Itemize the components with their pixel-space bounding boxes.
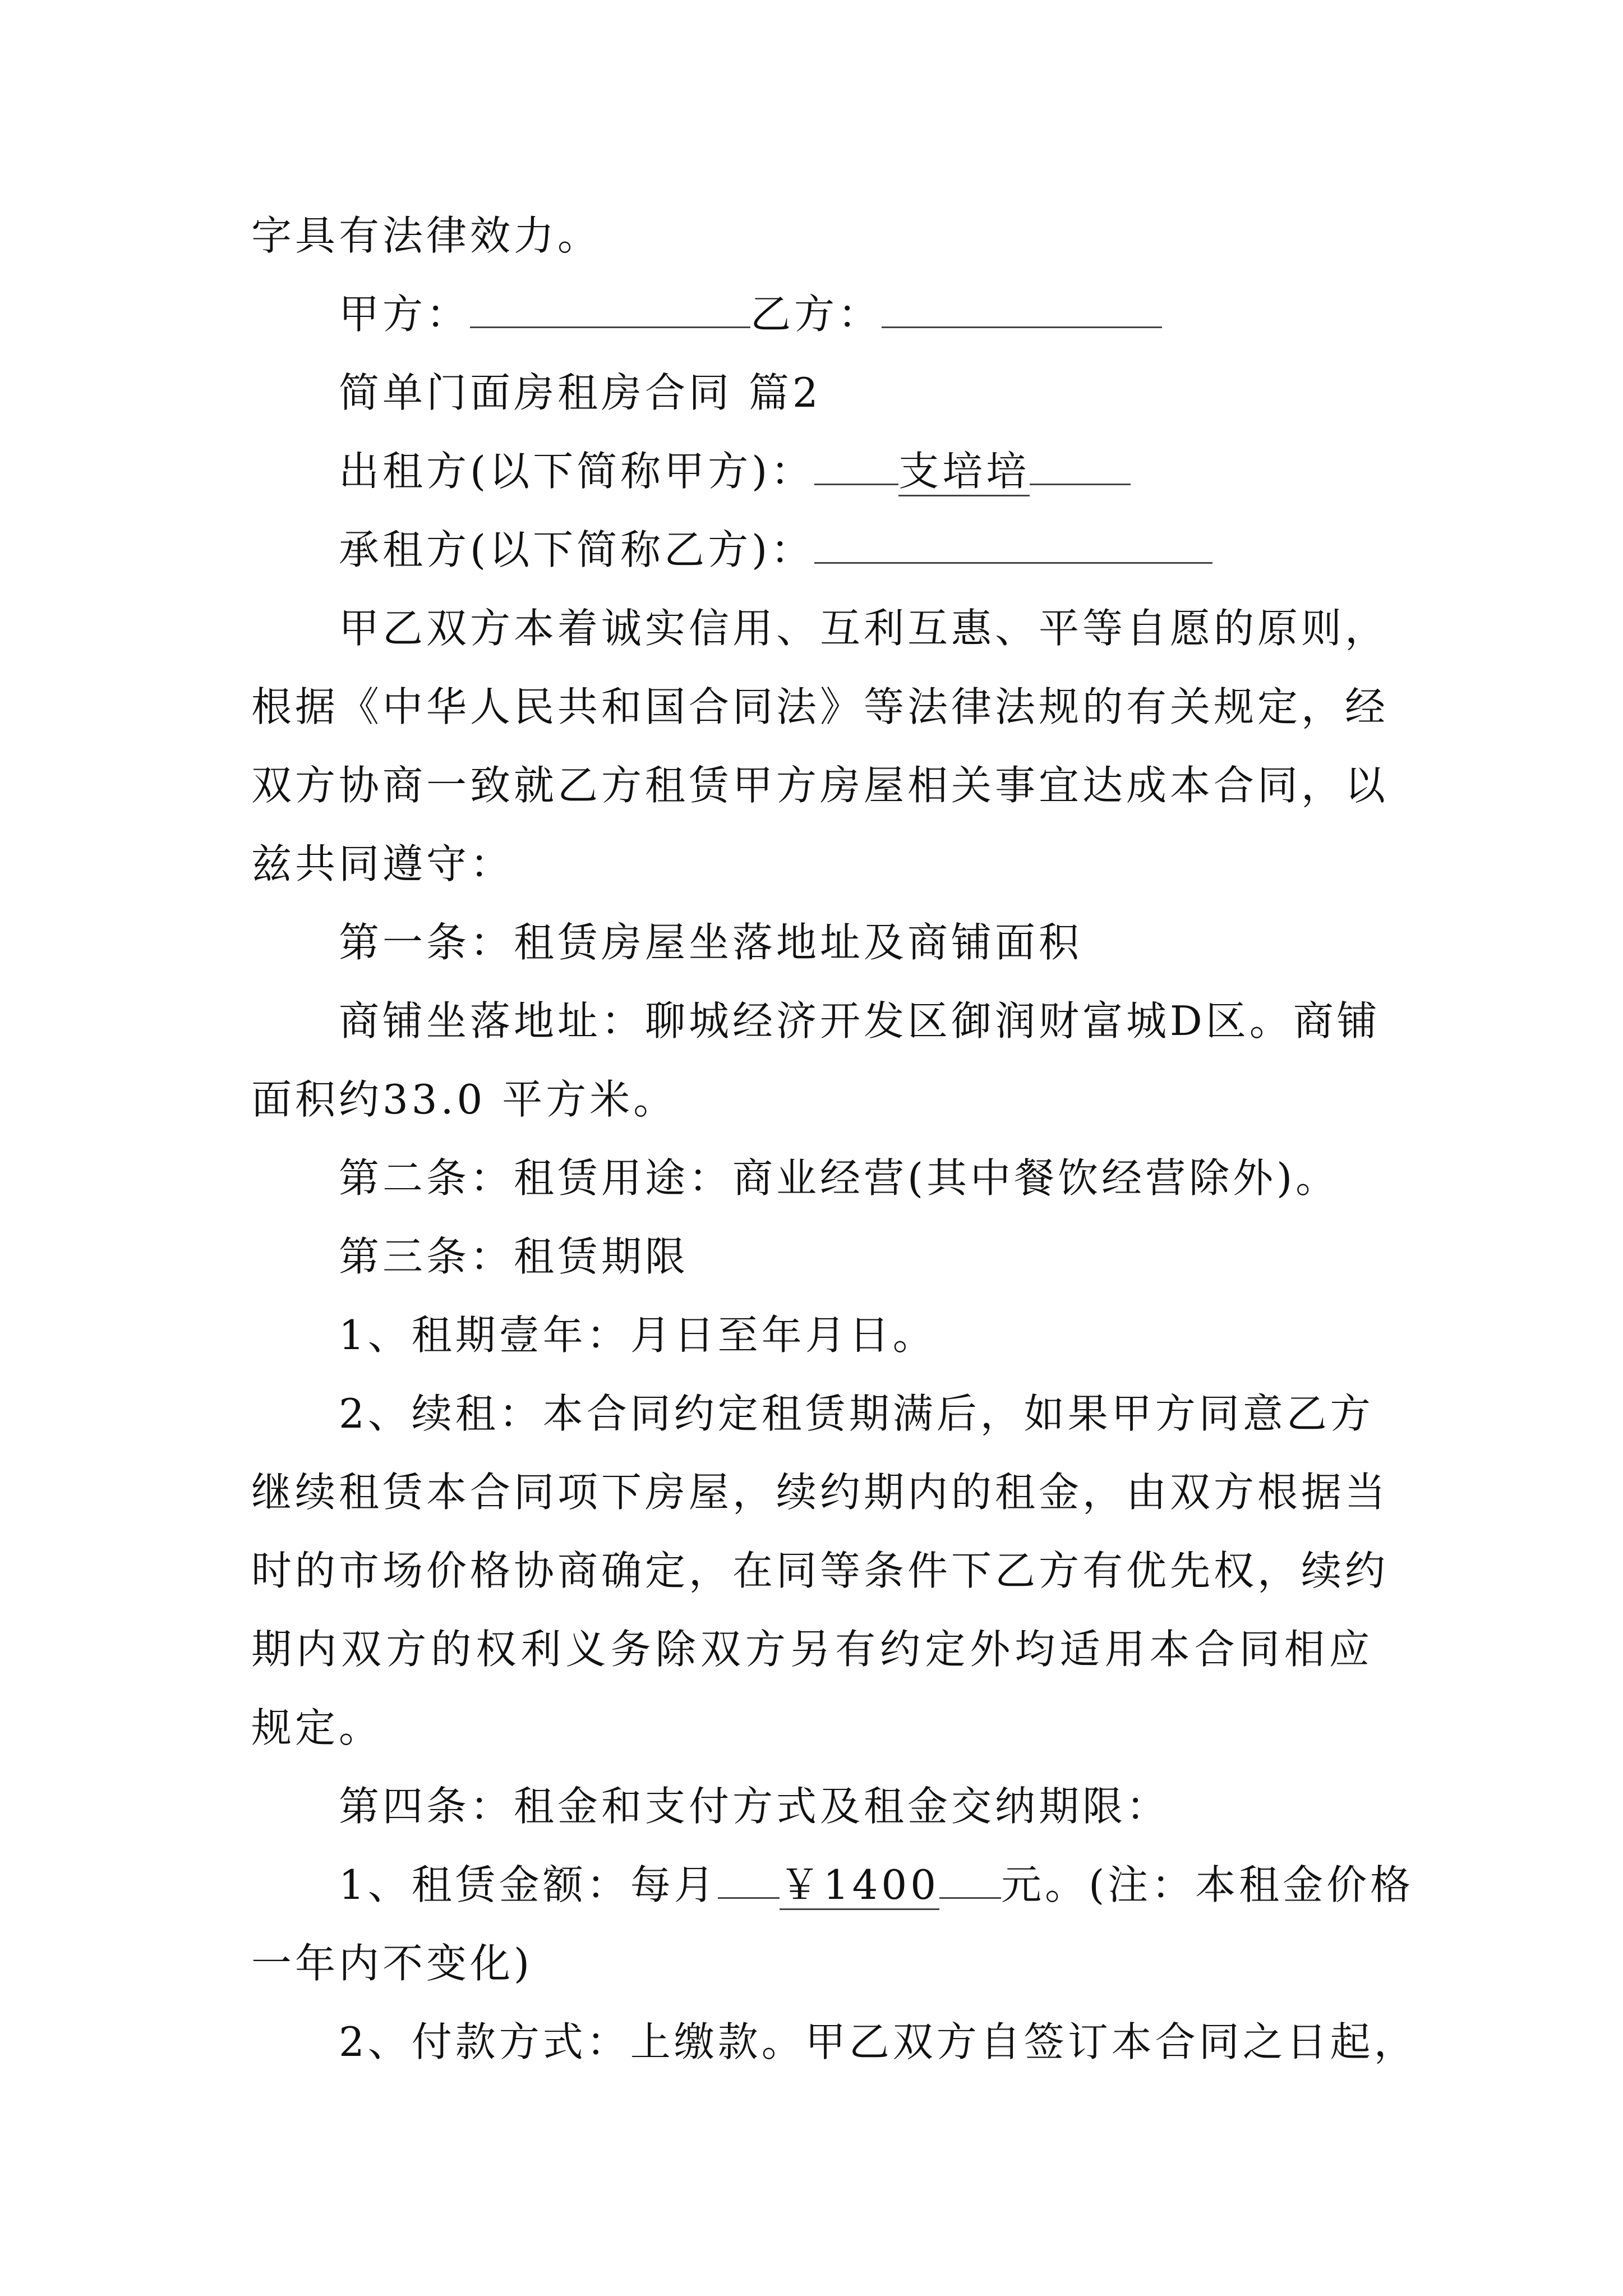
text-line: 根据《中华人民共和国合同法》等法律法规的有关规定，经 [251,683,1389,730]
article-heading: 第四条：租金和支付方式及租金交纳期限： [339,1783,1170,1830]
text-line: 面积约33.0 平方米。 [251,1076,677,1123]
rent-blank-left [718,1858,780,1899]
article-heading: 第三条：租赁期限 [339,1233,689,1280]
lessor-name: 支培培 [898,448,1030,496]
text-line: 规定。 [251,1704,383,1751]
lessee-label: 承租方(以下简称乙方)： [339,526,815,573]
text-line: 字具有法律效力。 [251,212,602,259]
party-a-label: 甲方： [339,291,471,338]
article-heading: 第一条：租赁房屋坐落地址及商铺面积 [339,919,1083,966]
lessee-line [339,522,1212,578]
text-line: 双方协商一致就乙方租赁甲方房屋相关事宜达成本合同，以 [251,762,1389,809]
text-line: 继续租赁本合同项下房屋，续约期内的租金，由双方根据当 [251,1469,1389,1516]
text-line: 1、租期壹年：月日至年月日。 [339,1312,937,1359]
text-line: 兹共同遵守： [251,840,514,887]
text-line: 商铺坐落地址：聊城经济开发区御润财富城D区。商铺 [339,997,1381,1045]
rent-amount-line [339,1857,1414,1913]
signature-line [339,286,1162,342]
lessor-blank-right [1030,444,1131,485]
rent-label: 1、租赁金额：每月 [339,1861,718,1908]
lessor-blank-left [814,444,898,485]
text-line: 甲乙双方本着诚实信用、互利互惠、平等自愿的原则， [339,605,1389,652]
party-a-signature-blank [470,287,750,328]
party-b-label: 乙方： [750,291,882,338]
text-line: 时的市场价格协商确定，在同等条件下乙方有优先权，续约 [251,1547,1389,1594]
lessor-label: 出租方(以下简称甲方)： [339,448,815,495]
article-heading: 第二条：租赁用途：商业经营(其中餐饮经营除外)。 [339,1154,1340,1202]
lessor-line [339,443,1131,499]
text-line: 期内双方的权利义务除双方另有约定外均适用本合同相应 [251,1626,1373,1673]
section-heading: 简单门面房租房合同 篇2 [339,369,822,416]
party-b-signature-blank [882,287,1162,328]
lessee-blank [814,523,1212,564]
text-line: 一年内不变化) [251,1940,533,1987]
text-line: 2、续租：本合同约定租赁期满后，如果甲方同意乙方 [339,1390,1374,1437]
rent-amount: ￥1400 [780,1861,939,1910]
text-line: 2、付款方式：上缴款。甲乙双方自签订本合同之日起， [339,2018,1418,2065]
rent-blank-right [939,1858,1001,1899]
rent-note: 元。(注：本租金价格 [1001,1861,1414,1908]
